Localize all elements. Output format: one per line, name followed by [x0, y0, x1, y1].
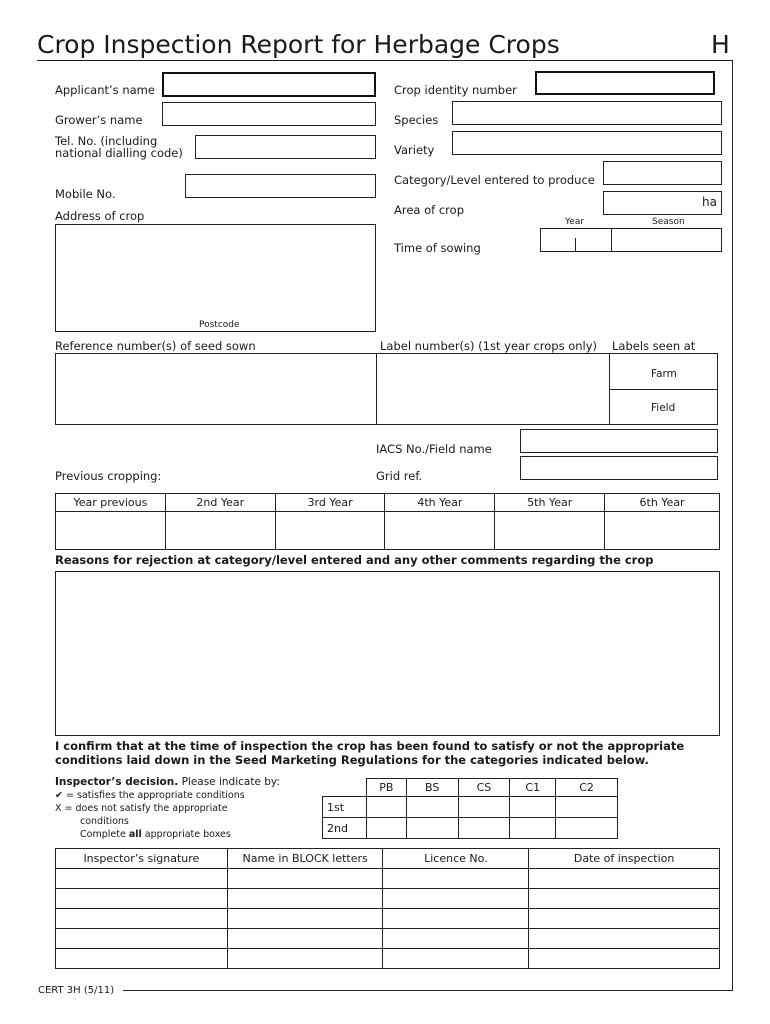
decision-title: Inspector’s decision. [55, 776, 179, 788]
signature-header: Inspector’s signature [56, 849, 228, 869]
year-header: 6th Year [605, 494, 720, 512]
date-cell[interactable] [529, 869, 720, 889]
year-cell[interactable] [165, 512, 275, 550]
decision-checkbox[interactable] [556, 797, 618, 818]
signature-cell[interactable] [56, 929, 228, 949]
decision-checkbox[interactable] [510, 797, 556, 818]
decision-checkbox[interactable] [510, 818, 556, 839]
footer-rule [123, 990, 733, 991]
applicant-name-label: Applicant’s name [55, 83, 155, 97]
iacs-field[interactable] [520, 429, 718, 453]
row-label: 2nd [323, 818, 367, 839]
mobile-label: Mobile No. [55, 187, 116, 201]
form-code: CERT 3H (5/11) [38, 985, 115, 996]
decision-table [322, 778, 618, 839]
category-header: C2 [556, 779, 618, 797]
signature-header: Date of inspection [529, 849, 720, 869]
tel-field[interactable] [195, 135, 376, 159]
grid-ref-label: Grid ref. [376, 469, 423, 483]
signature-cell[interactable] [56, 909, 228, 929]
year-cell[interactable] [385, 512, 495, 550]
iacs-label: IACS No./Field name [376, 442, 492, 456]
year-cell[interactable] [605, 512, 720, 550]
date-cell[interactable] [529, 949, 720, 969]
year-divider [575, 238, 576, 252]
complete-post: appropriate boxes [141, 829, 231, 840]
name-cell[interactable] [227, 869, 383, 889]
area-label: Area of crop [394, 203, 464, 217]
crop-id-field[interactable] [535, 71, 715, 95]
area-unit: ha [702, 195, 717, 209]
decision-x-line1: X = does not satisfy the appropriate [55, 803, 228, 814]
reasons-field[interactable] [55, 571, 720, 736]
category-header: C1 [510, 779, 556, 797]
address-field[interactable] [55, 224, 376, 332]
species-field[interactable] [452, 101, 722, 125]
date-cell[interactable] [529, 909, 720, 929]
year-header: 4th Year [385, 494, 495, 512]
signature-header: Licence No. [383, 849, 529, 869]
category-field[interactable] [603, 161, 722, 185]
seed-reference-field[interactable] [55, 353, 377, 425]
licence-cell[interactable] [383, 929, 529, 949]
decision-complete-line [80, 828, 231, 841]
decision-x-line2: conditions [80, 816, 129, 827]
decision-checkbox[interactable] [366, 818, 406, 839]
category-label: Category/Level entered to produce [394, 173, 595, 187]
page-title: Crop Inspection Report for Herbage Crops [37, 30, 560, 59]
year-header: 3rd Year [275, 494, 385, 512]
grower-name-label: Grower’s name [55, 113, 143, 127]
licence-cell[interactable] [383, 889, 529, 909]
season-field[interactable] [611, 228, 722, 252]
licence-cell[interactable] [383, 909, 529, 929]
address-label: Address of crop [55, 209, 145, 223]
date-cell[interactable] [529, 889, 720, 909]
grid-ref-field[interactable] [520, 456, 718, 480]
decision-instruction: Please indicate by: [178, 776, 280, 788]
label-numbers-field[interactable] [376, 353, 610, 425]
name-cell[interactable] [227, 929, 383, 949]
row-label: 1st [323, 797, 367, 818]
year-label: Year [565, 217, 585, 227]
grower-name-field[interactable] [162, 102, 376, 126]
decision-checkbox[interactable] [406, 818, 458, 839]
licence-cell[interactable] [383, 949, 529, 969]
decision-checkbox[interactable] [366, 797, 406, 818]
category-header: BS [406, 779, 458, 797]
previous-cropping-label: Previous cropping: [55, 469, 162, 483]
name-cell[interactable] [227, 949, 383, 969]
signature-header: Name in BLOCK letters [227, 849, 383, 869]
signature-cell[interactable] [56, 949, 228, 969]
name-cell[interactable] [227, 909, 383, 929]
crop-id-label: Crop identity number [394, 83, 517, 97]
species-label: Species [394, 113, 439, 127]
category-header: PB [366, 779, 406, 797]
reasons-heading: Reasons for rejection at category/level entered and any other comments regarding the crop [55, 553, 654, 567]
confirm-line-2: conditions laid down in the Seed Marketing Regulations for the categories indicated below. [55, 753, 649, 767]
field-label: Field [651, 402, 676, 414]
date-cell[interactable] [529, 929, 720, 949]
farm-label: Farm [651, 368, 677, 380]
variety-field[interactable] [452, 131, 722, 155]
year-cell[interactable] [495, 512, 605, 550]
decision-corner [323, 779, 367, 797]
decision-checkbox[interactable] [458, 797, 510, 818]
signature-cell[interactable] [56, 889, 228, 909]
licence-cell[interactable] [383, 869, 529, 889]
decision-checkbox[interactable] [406, 797, 458, 818]
decision-heading [55, 776, 280, 789]
decision-tick-line: ✔ = satisfies the appropriate conditions [55, 790, 245, 801]
tel-label-line2: national dialling code) [55, 146, 183, 160]
postcode-label: Postcode [199, 320, 240, 330]
tel-label-line1: Tel. No. (including [55, 134, 158, 148]
year-header: Year previous [56, 494, 166, 512]
seed-reference-label: Reference number(s) of seed sown [55, 339, 256, 353]
previous-cropping-table [55, 493, 720, 550]
mobile-field[interactable] [185, 174, 376, 198]
year-cell[interactable] [275, 512, 385, 550]
label-numbers-label: Label number(s) (1st year crops only) [380, 339, 598, 353]
complete-pre: Complete [80, 829, 129, 840]
signature-table [55, 848, 720, 969]
labels-seen-at-label: Labels seen at [612, 339, 696, 353]
year-field[interactable] [540, 228, 612, 252]
confirm-line-1: I confirm that at the time of inspection the crop has been found to satisfy or not the appropriate [55, 739, 685, 753]
signature-cell[interactable] [56, 869, 228, 889]
year-cell[interactable] [56, 512, 166, 550]
year-header: 2nd Year [165, 494, 275, 512]
applicant-name-field[interactable] [162, 72, 376, 97]
season-label: Season [652, 217, 685, 227]
name-cell[interactable] [227, 889, 383, 909]
decision-checkbox[interactable] [556, 818, 618, 839]
category-header: CS [458, 779, 510, 797]
decision-checkbox[interactable] [458, 818, 510, 839]
year-header: 5th Year [495, 494, 605, 512]
variety-label: Variety [394, 143, 435, 157]
form-letter: H [711, 30, 730, 59]
complete-bold: all [128, 829, 142, 840]
time-of-sowing-label: Time of sowing [394, 241, 481, 255]
